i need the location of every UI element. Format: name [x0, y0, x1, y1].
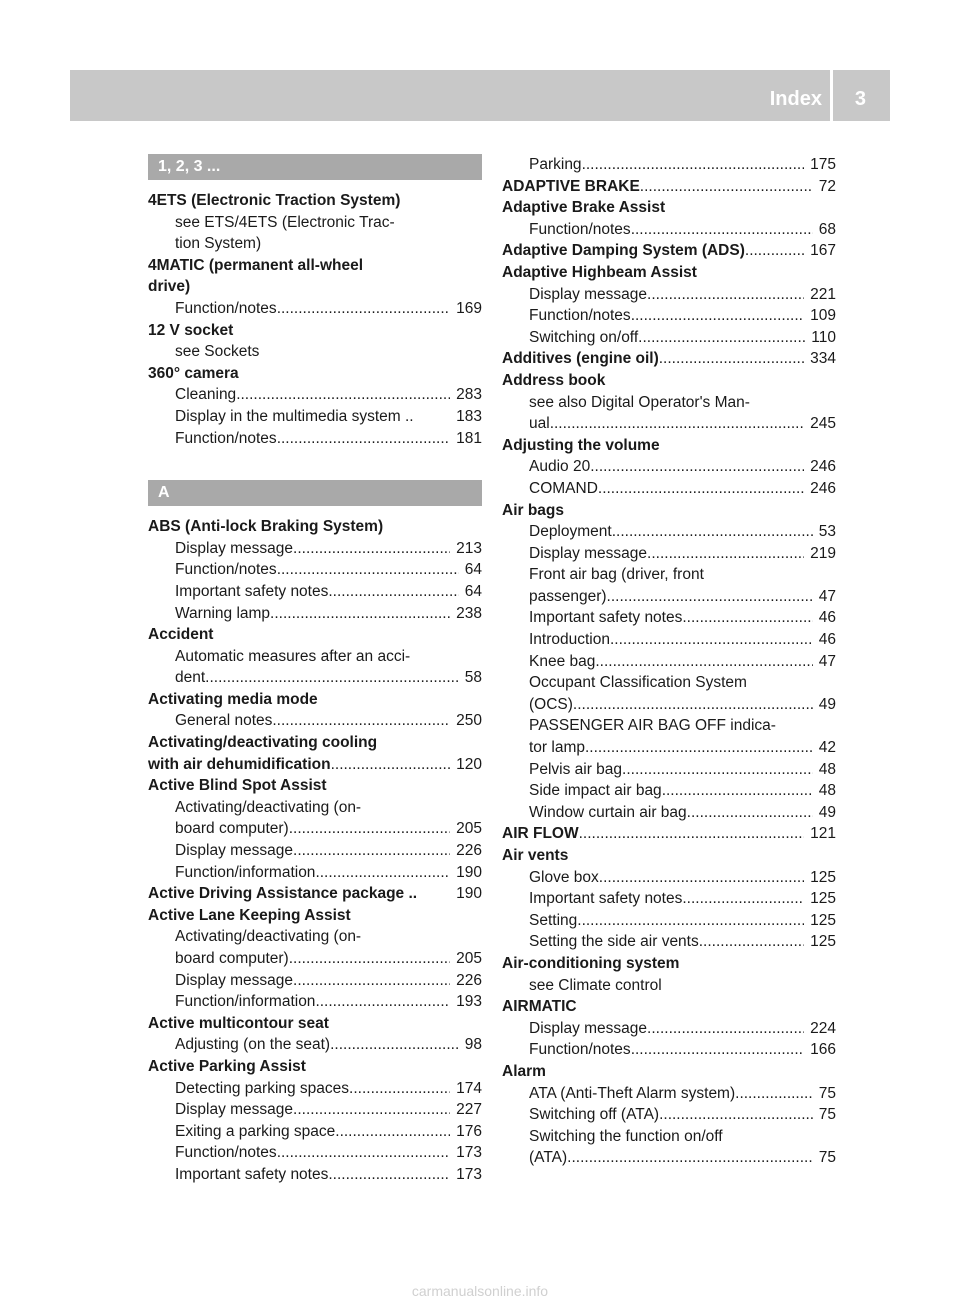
page-reference[interactable]: 174: [456, 1079, 482, 1097]
leader-dots: [289, 948, 450, 970]
entry-text: Exiting a parking space: [175, 1122, 336, 1140]
entry-text: ual: [529, 415, 550, 433]
entry-text: Window curtain air bag: [529, 803, 687, 821]
page-reference[interactable]: 125: [810, 868, 836, 886]
page-reference[interactable]: 125: [810, 933, 836, 951]
index-subentry: [502, 910, 836, 932]
header-divider: [830, 70, 833, 121]
index-subentry: [148, 428, 482, 450]
index-subentry: [148, 581, 482, 603]
index-subentry: [148, 840, 482, 862]
leader-dots: [277, 1142, 450, 1164]
page-reference[interactable]: 47: [818, 652, 836, 670]
page-reference[interactable]: 213: [456, 539, 482, 557]
index-subentry: [148, 948, 482, 970]
page-reference[interactable]: 47: [818, 587, 836, 605]
leader-dots: [349, 1078, 450, 1100]
index-subentry: [148, 298, 482, 320]
entry-text: Important safety notes: [529, 609, 683, 627]
index-entry: [148, 516, 482, 538]
entry-text: Introduction: [529, 631, 610, 649]
index-subentry: [148, 1164, 482, 1186]
page-reference[interactable]: 166: [810, 1041, 836, 1059]
page-header: [70, 70, 890, 121]
leader-dots: [610, 629, 813, 651]
index-entry: [148, 754, 482, 776]
page-reference[interactable]: 167: [810, 242, 836, 260]
entry-text: Pelvis air bag: [529, 760, 623, 778]
leader-dots: [631, 1039, 804, 1061]
entry-text: see also Digital Operator's Man-: [529, 393, 750, 411]
page-reference[interactable]: 68: [818, 220, 836, 238]
entry-text: Display message: [175, 539, 294, 557]
entry-text: Display message: [529, 1019, 648, 1037]
leader-dots: [647, 543, 804, 565]
index-subentry: [148, 991, 482, 1013]
page-reference[interactable]: 183: [456, 407, 482, 425]
entry-text: Important safety notes: [529, 890, 683, 908]
leader-dots: [577, 910, 804, 932]
entry-text: Warning lamp: [175, 604, 271, 622]
page-reference[interactable]: 190: [456, 863, 482, 881]
index-entry: [502, 845, 836, 867]
index-entry: [148, 624, 482, 646]
page-reference[interactable]: 176: [456, 1122, 482, 1140]
page-reference[interactable]: 226: [456, 842, 482, 860]
entry-text: tor lamp: [529, 739, 585, 757]
entry-text: see Climate control: [529, 976, 662, 994]
leader-dots: [687, 802, 813, 824]
index-subentry: [502, 694, 836, 716]
index-entry: [502, 176, 836, 198]
index-subentry: [502, 802, 836, 824]
page-reference[interactable]: 246: [810, 479, 836, 497]
leader-dots: [272, 710, 450, 732]
entry-text: Air vents: [502, 847, 569, 864]
leader-dots: [315, 991, 450, 1013]
leader-dots: [735, 1083, 813, 1105]
leader-dots: [277, 298, 450, 320]
page-reference[interactable]: 334: [810, 350, 836, 368]
index-entry: [502, 823, 836, 845]
leader-dots: [335, 1121, 450, 1143]
entry-text: Automatic measures after an acci-: [175, 647, 411, 665]
index-entry: [148, 190, 482, 212]
entry-text: Function/notes: [175, 1144, 277, 1162]
index-entry: [502, 197, 836, 219]
page-reference[interactable]: 173: [456, 1165, 482, 1183]
entry-text: Display message: [529, 285, 648, 303]
leader-dots: [659, 348, 804, 370]
entry-text: Function/notes: [529, 307, 631, 325]
leader-dots: [745, 240, 804, 262]
page-reference[interactable]: 49: [818, 803, 836, 821]
index-entry: [148, 883, 482, 905]
page-reference[interactable]: 125: [810, 911, 836, 929]
leader-dots: [682, 888, 804, 910]
leader-dots: [612, 521, 813, 543]
index-subentry: [502, 607, 836, 629]
index-entry: [502, 348, 836, 370]
entry-text: Adjusting the volume: [502, 436, 660, 454]
index-subentry: [502, 867, 836, 889]
index-subentry: [502, 975, 836, 997]
page-reference[interactable]: 64: [464, 561, 482, 579]
index-subentry: [502, 931, 836, 953]
leader-dots: [662, 780, 813, 802]
page-reference[interactable]: 72: [818, 177, 836, 195]
index-subentry: [502, 1083, 836, 1105]
page-reference[interactable]: 245: [810, 415, 836, 433]
leader-dots: [236, 384, 450, 406]
page-reference[interactable]: 238: [456, 604, 482, 622]
index-subentry: [502, 1104, 836, 1126]
page-reference[interactable]: 109: [810, 307, 836, 325]
entry-text: PASSENGER AIR BAG OFF indica-: [529, 717, 776, 735]
entry-text: Switching off (ATA): [529, 1106, 660, 1124]
entry-text: COMAND: [529, 479, 598, 497]
entry-text: Function/notes: [175, 561, 277, 579]
entry-text: Function/information: [175, 993, 316, 1011]
page-reference[interactable]: 181: [456, 429, 482, 447]
entry-text: Deployment: [529, 523, 612, 541]
section-heading: A: [148, 480, 482, 506]
entry-text: Side impact air bag: [529, 782, 662, 800]
page-reference[interactable]: 169: [456, 299, 482, 317]
entry-text: Detecting parking spaces: [175, 1079, 350, 1097]
leader-dots: [277, 428, 450, 450]
entry-text: Important safety notes: [175, 582, 329, 600]
page-reference[interactable]: 193: [456, 993, 482, 1011]
entry-text: Front air bag (driver, front: [529, 566, 704, 584]
leader-dots: [579, 823, 805, 845]
page-reference[interactable]: 283: [456, 386, 482, 404]
entry-text: Setting the side air vents: [529, 933, 699, 951]
index-subentry: [502, 154, 836, 176]
index-subentry: [148, 538, 482, 560]
leader-dots: [585, 737, 813, 759]
entry-text: Switching the function on/off: [529, 1127, 723, 1145]
leader-dots: [582, 154, 805, 176]
index-subentry: [502, 1126, 836, 1148]
page-reference[interactable]: 190: [456, 885, 482, 903]
entry-text: Display message: [175, 1101, 294, 1119]
index-subentry: [148, 233, 482, 255]
entry-text: Activating media mode: [148, 690, 318, 708]
index-subentry: [148, 1142, 482, 1164]
entry-text: see ETS/4ETS (Electronic Trac-: [175, 213, 395, 231]
leader-dots: [573, 694, 813, 716]
page-reference[interactable]: 46: [818, 609, 836, 627]
entry-text: Additives (engine oil): [502, 350, 659, 368]
entry-text: Active Lane Keeping Assist: [148, 906, 351, 924]
page-reference[interactable]: 246: [810, 458, 836, 476]
entry-text: Function/notes: [175, 429, 277, 447]
entry-text: Important safety notes: [175, 1165, 329, 1183]
entry-text: Function/notes: [529, 220, 631, 238]
page-reference[interactable]: 48: [818, 782, 836, 800]
index-subentry: [502, 715, 836, 737]
index-entry: [148, 363, 482, 385]
index-entry: [502, 262, 836, 284]
leader-dots: [277, 559, 459, 581]
entry-text: Adjusting (on the seat): [175, 1036, 331, 1054]
page-reference[interactable]: 64: [464, 582, 482, 600]
index-entry: [148, 1013, 482, 1035]
page-reference[interactable]: 250: [456, 712, 482, 730]
entry-text: Adaptive Damping System (ADS): [502, 242, 745, 260]
leader-dots: [330, 1034, 459, 1056]
index-entry: [502, 370, 836, 392]
index-entry: [148, 775, 482, 797]
page-reference[interactable]: 221: [810, 285, 836, 303]
entry-text: 4ETS (Electronic Traction System): [148, 192, 401, 209]
page-reference[interactable]: 98: [464, 1036, 482, 1054]
index-entry: [148, 732, 482, 754]
index-subentry: [148, 797, 482, 819]
leader-dots: [289, 818, 450, 840]
entry-text: Active Parking Assist: [148, 1057, 306, 1075]
index-subentry: [502, 1018, 836, 1040]
leader-dots: [598, 478, 804, 500]
page-reference[interactable]: 42: [818, 739, 836, 757]
index-subentry: [502, 392, 836, 414]
entry-text: Adaptive Brake Assist: [502, 199, 666, 217]
page-reference[interactable]: 227: [456, 1101, 482, 1119]
page-reference[interactable]: 175: [810, 156, 836, 173]
entry-text: 4MATIC (permanent all-wheel: [148, 256, 364, 274]
leader-dots: [631, 305, 804, 327]
leader-dots: [328, 581, 458, 603]
entry-text: (OCS): [529, 695, 573, 713]
entry-text: Alarm: [502, 1062, 546, 1080]
page-reference[interactable]: 173: [456, 1144, 482, 1162]
entry-text: passenger): [529, 587, 607, 605]
entry-text: with air dehumidification: [148, 755, 331, 773]
index-subentry: [502, 780, 836, 802]
index-subentry: [148, 384, 482, 406]
watermark: carmanualsonline.info: [411, 1283, 549, 1299]
index-subentry: [502, 651, 836, 673]
page-reference[interactable]: 121: [810, 825, 836, 843]
entry-text: see Sockets: [175, 343, 260, 361]
index-subentry: [148, 603, 482, 625]
leader-dots: [550, 413, 804, 435]
page-number: 3: [854, 88, 866, 110]
page-reference[interactable]: 49: [818, 695, 836, 713]
entry-text: Function/notes: [175, 299, 277, 317]
page-reference[interactable]: 110: [811, 328, 836, 346]
index-entry: [502, 1061, 836, 1083]
entry-text: Active Driving Assistance package ..: [148, 885, 418, 903]
entry-text: Address book: [502, 371, 606, 389]
entry-text: Function/information: [175, 863, 316, 881]
entry-text: ADAPTIVE BRAKE: [502, 177, 640, 195]
index-subentry: [502, 413, 836, 435]
leader-dots: [293, 1099, 450, 1121]
index-subentry: [502, 586, 836, 608]
leader-dots: [699, 931, 804, 953]
leader-dots: [682, 607, 812, 629]
index-subentry: [502, 1039, 836, 1061]
index-subentry: [148, 1121, 482, 1143]
index-entry: [148, 276, 482, 298]
entry-text: General notes: [175, 712, 273, 730]
entry-text: Display message: [175, 842, 294, 860]
leader-dots: [205, 667, 459, 689]
leader-dots: [293, 970, 450, 992]
entry-text: Activating/deactivating cooling: [148, 734, 378, 752]
index-subentry: [502, 629, 836, 651]
page-reference[interactable]: 224: [810, 1019, 836, 1037]
page-reference[interactable]: 205: [456, 820, 482, 838]
index-subentry: [502, 305, 836, 327]
leader-dots: [599, 867, 804, 889]
leader-dots: [328, 1164, 450, 1186]
page-reference[interactable]: 46: [818, 631, 836, 649]
entry-text: Active Blind Spot Assist: [148, 777, 327, 795]
entry-text: board computer): [175, 950, 289, 967]
index-entry: [502, 500, 836, 522]
entry-text: AIRMATIC: [502, 998, 577, 1016]
index-subentry: [148, 341, 482, 363]
index-entry: [502, 953, 836, 975]
index-subentry: [502, 1147, 836, 1169]
entry-text: Setting: [529, 911, 578, 929]
leader-dots: [659, 1104, 813, 1126]
entry-text: Occupant Classification System: [529, 674, 747, 692]
entry-text: Switching on/off: [529, 328, 639, 346]
leader-dots: [270, 603, 450, 625]
index-entry: [148, 1056, 482, 1078]
leader-dots: [640, 176, 813, 198]
entry-text: Accident: [148, 626, 214, 644]
index-subentry: [148, 818, 482, 840]
entry-text: Active multicontour seat: [148, 1014, 329, 1032]
index-entry: [502, 240, 836, 262]
entry-text: Cleaning: [175, 386, 237, 404]
index-subentry: [502, 737, 836, 759]
header-title: Index: [769, 88, 822, 110]
index-entry: [148, 255, 482, 277]
page-reference[interactable]: 226: [456, 971, 482, 989]
index-subentry: [148, 1099, 482, 1121]
index-entry: [148, 320, 482, 342]
entry-text: Parking: [529, 156, 582, 173]
index-subentry: [502, 564, 836, 586]
entry-text: Air-conditioning system: [502, 954, 680, 972]
index-subentry: [502, 327, 836, 349]
entry-text: ATA (Anti-Theft Alarm system): [529, 1084, 736, 1102]
page-reference[interactable]: 53: [818, 523, 836, 541]
index-subentry: [502, 543, 836, 565]
leader-dots: [631, 219, 813, 241]
leader-dots: [595, 651, 812, 673]
entry-text: Display message: [529, 544, 648, 562]
entry-text: Display in the multimedia system ..: [175, 407, 414, 425]
entry-text: drive): [148, 278, 191, 296]
index-subentry: [148, 862, 482, 884]
entry-text: Glove box: [529, 868, 599, 886]
section-heading: 1, 2, 3 ...: [148, 154, 482, 180]
page-reference[interactable]: 75: [818, 1149, 836, 1167]
index-subentry: [148, 406, 482, 428]
entry-text: Knee bag: [529, 652, 596, 670]
index-subentry: [148, 559, 482, 581]
leader-dots: [567, 1147, 813, 1169]
leader-dots: [622, 759, 813, 781]
entry-text: Activating/deactivating (on-: [175, 928, 362, 946]
index-entry: [148, 689, 482, 711]
index-subentry: [148, 1078, 482, 1100]
page-reference[interactable]: 205: [456, 950, 482, 967]
page-reference[interactable]: 48: [818, 760, 836, 778]
entry-text: 360° camera: [148, 364, 239, 382]
index-subentry: [502, 521, 836, 543]
index-subentry: [502, 888, 836, 910]
index-subentry: [148, 1034, 482, 1056]
page-reference[interactable]: 75: [818, 1106, 836, 1124]
entry-text: dent: [175, 669, 206, 687]
entry-text: Audio 20: [529, 458, 591, 476]
leader-dots: [647, 1018, 804, 1040]
entry-text: Activating/deactivating (on-: [175, 798, 362, 816]
leader-dots: [293, 840, 450, 862]
entry-text: Function/notes: [529, 1041, 631, 1059]
index-entry: [502, 435, 836, 457]
entry-text: Display message: [175, 971, 294, 989]
leader-dots: [315, 862, 450, 884]
index-column-left: [148, 154, 482, 1186]
index-subentry: [502, 478, 836, 500]
entry-text: ABS (Anti-lock Braking System): [148, 518, 384, 536]
leader-dots: [590, 456, 804, 478]
entry-text: board computer): [175, 820, 289, 838]
index-subentry: [148, 926, 482, 948]
entry-text: (ATA): [529, 1149, 568, 1167]
leader-dots: [331, 754, 451, 776]
index-subentry: [502, 759, 836, 781]
index-subentry: [148, 667, 482, 689]
index-entry: [148, 905, 482, 927]
entry-text: tion System): [175, 235, 262, 253]
index-subentry: [502, 672, 836, 694]
leader-dots: [638, 327, 805, 349]
entry-text: Air bags: [502, 501, 565, 519]
index-subentry: [148, 646, 482, 668]
entry-text: Adaptive Highbeam Assist: [502, 263, 697, 281]
index-entry: [502, 996, 836, 1018]
entry-text: AIR FLOW: [502, 825, 579, 843]
page-reference[interactable]: 219: [810, 544, 836, 562]
page-reference[interactable]: 120: [456, 755, 482, 773]
page-reference[interactable]: 75: [818, 1084, 836, 1102]
index-column-right: [502, 154, 836, 1169]
index-subentry: [502, 219, 836, 241]
page-reference[interactable]: 58: [464, 669, 482, 687]
leader-dots: [293, 538, 450, 560]
page-reference[interactable]: 125: [810, 890, 836, 908]
leader-dots: [607, 586, 813, 608]
index-subentry: [148, 710, 482, 732]
index-subentry: [502, 456, 836, 478]
index-subentry: [148, 212, 482, 234]
index-subentry: [502, 284, 836, 306]
entry-text: 12 V socket: [148, 321, 234, 339]
leader-dots: [647, 284, 804, 306]
index-subentry: [148, 970, 482, 992]
